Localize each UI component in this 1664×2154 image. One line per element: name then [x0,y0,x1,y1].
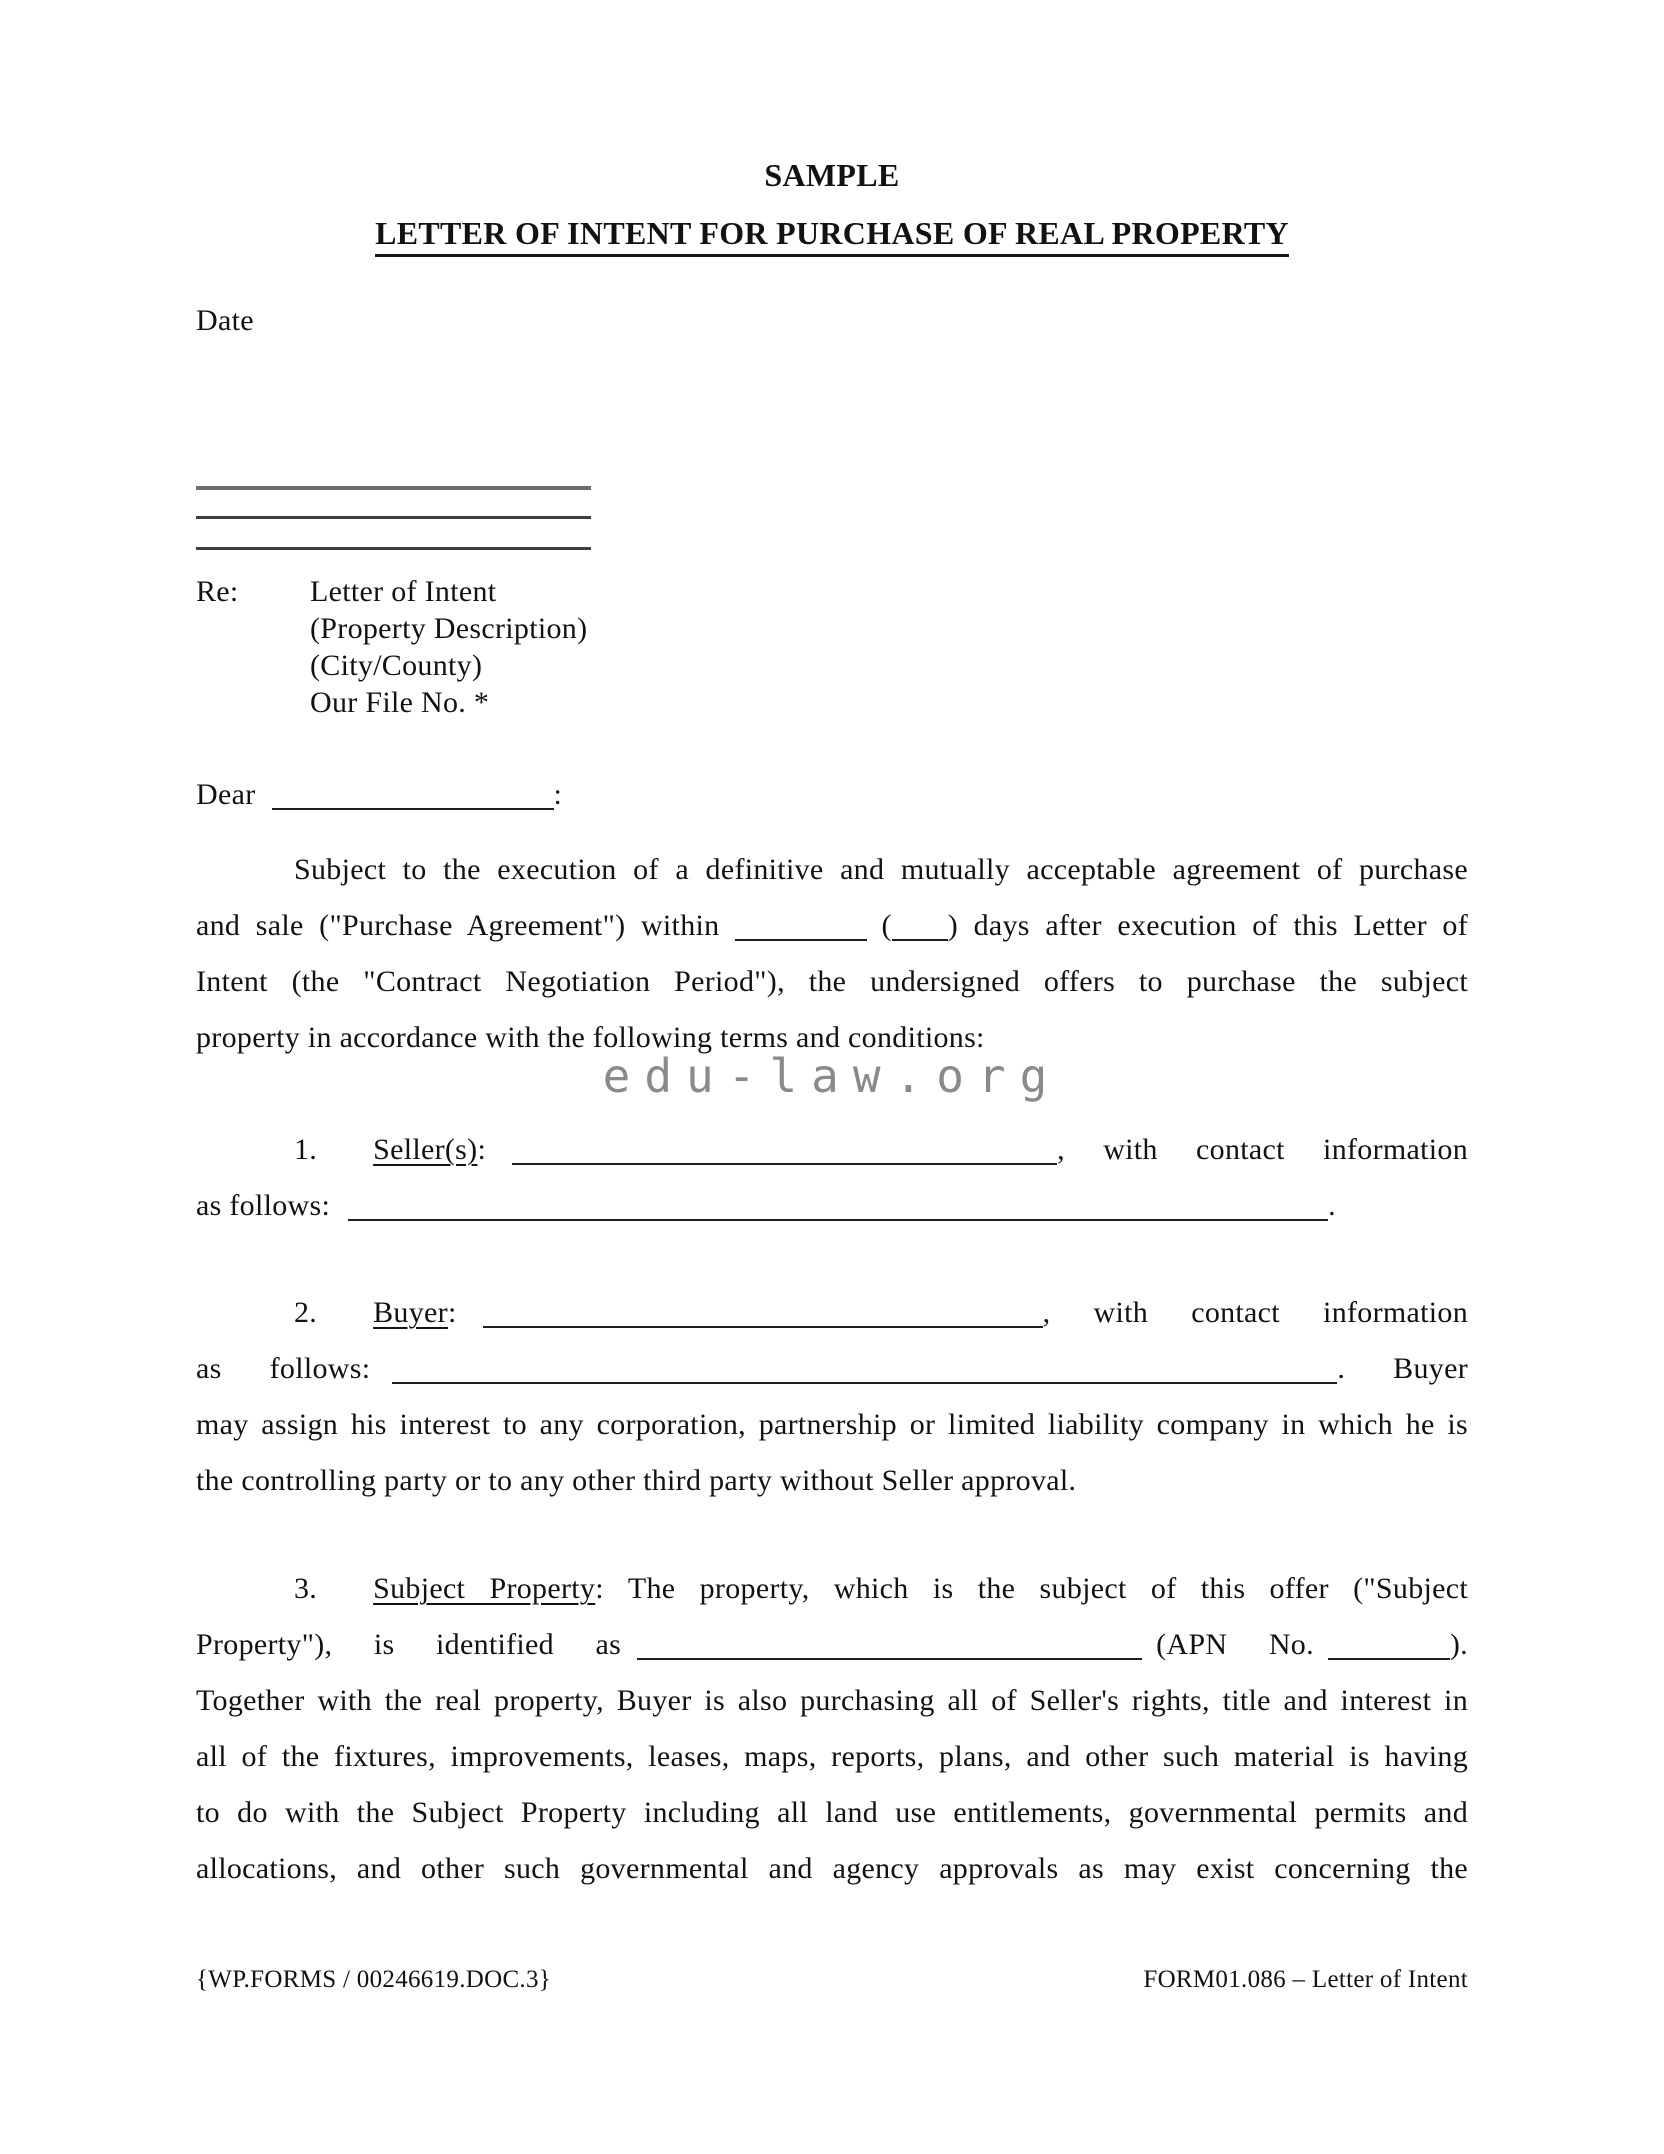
tab-spacer [621,1653,637,1654]
tab-spacer [196,878,294,879]
tab-spacer [317,1597,373,1598]
tab-spacer [719,934,735,935]
re-line: (Property Description) [310,612,588,645]
footer-form-number: FORM01.086 – Letter of Intent [1143,1966,1468,1993]
footer-file-reference: {WP.FORMS / 00246619.DOC.3} [196,1966,552,1993]
text-run: the controlling party or to any other third party without Seller approval. [196,1464,1077,1497]
text-line [196,1397,1468,1453]
text-run: : [595,1572,604,1605]
tab-spacer [486,1158,512,1159]
text-line [196,1010,1468,1066]
tab-spacer [1142,1653,1156,1654]
text-run: , with contact information [1042,1296,1468,1329]
text-run: . [1328,1189,1336,1222]
text-run: , with contact information [1057,1133,1468,1166]
blank-field [483,1318,1043,1328]
blank-field [272,800,554,810]
text-run: : [447,1296,457,1329]
tab-spacer [196,1158,294,1159]
text-line [196,1178,1468,1234]
tab-spacer [457,1321,483,1322]
text-run: The property, which is the subject of this offer ("Subject [627,1572,1468,1605]
text-run: property in accordance with the following terms and conditions: [196,1021,985,1054]
re-line: Our File No. * [310,686,490,719]
item-2-buyer [196,1285,1468,1509]
text-run: : [477,1133,487,1166]
text-run: all of the fixtures, improvements, leases, maps, reports, plans, and other such material is having [196,1740,1468,1773]
blank-field [892,931,948,941]
text-line [196,1617,1468,1673]
text-line [196,1561,1468,1617]
blank-field [1328,1650,1450,1660]
text-run: : [553,778,563,811]
text-run: allocations, and other such governmental and agency approvals as may exist concerning the [196,1852,1468,1885]
text-line [196,898,1468,954]
text-run: ( [881,909,892,942]
re-line: Letter of Intent [310,575,497,608]
text-run: may assign his interest to any corporation, partnership or limited liability company in which he is [196,1408,1468,1441]
blank-field [512,1155,1057,1165]
tab-spacer [196,1597,294,1598]
text-run: . Buyer [1337,1352,1468,1385]
tab-spacer [1314,1653,1328,1654]
tab-spacer [370,1377,392,1378]
text-line [196,842,1468,898]
page-footer [196,1965,1468,1995]
tab-spacer [317,1158,373,1159]
blank-field [735,931,867,941]
text-line [196,1122,1468,1178]
text-run: Together with the real property, Buyer is also purchasing all of Seller's rights, title and interest in [196,1684,1468,1717]
text-line [196,1785,1468,1841]
text-line [196,1453,1468,1509]
text-line [196,954,1468,1010]
text-run: as follows: [196,1352,371,1385]
re-label: Re: [196,575,239,608]
tab-spacer [256,803,272,804]
text-run: ) days after execution of this Letter of [947,909,1468,942]
text-run: Property"), is identified as [196,1628,622,1661]
text-line [196,1841,1468,1897]
text-run: ). [1449,1628,1468,1661]
blank-field [348,1211,1328,1221]
text-run: to do with the Subject Property including all land use entitlements, governmental permits and [196,1796,1468,1829]
blank-field [637,1650,1142,1660]
text-run: Intent (the "Contract Negotiation Period"), the undersigned offers to purchase the subject [196,965,1468,998]
tab-spacer [604,1597,628,1598]
text-run: 3. [294,1572,318,1605]
text-run: 1. [294,1133,318,1166]
text-line [196,1285,1468,1341]
underlined-term: Subject Property [373,1572,596,1605]
item-3-subject-property [196,1561,1468,1897]
text-run: (APN No. [1156,1628,1314,1661]
text-line [196,767,1468,823]
document-title-text: LETTER OF INTENT FOR PURCHASE OF REAL PROPERTY [375,215,1289,257]
watermark: edu-law.org [602,1049,1062,1103]
text-run: and sale ("Purchase Agreement") within [196,909,720,942]
blank-field [392,1374,1337,1384]
salutation-line [196,767,1468,823]
intro-paragraph [196,842,1468,1066]
text-run: 2. [294,1296,318,1329]
tab-spacer [330,1214,348,1215]
text-line [196,1673,1468,1729]
tab-spacer [317,1321,373,1322]
tab-spacer [196,1321,294,1322]
text-line [196,1729,1468,1785]
text-run: as follows: [196,1189,331,1222]
text-run: Subject to the execution of a definitive and mutually acceptable agreement of purchase [294,853,1468,886]
underlined-term: Buyer [373,1296,448,1329]
date-label: Date [196,304,254,337]
text-run: Dear [196,778,256,811]
tab-spacer [867,934,881,935]
re-line: (City/County) [310,649,483,682]
underlined-term: Seller(s) [373,1133,478,1166]
item-1-sellers [196,1122,1468,1234]
sample-label: SAMPLE [764,157,900,193]
text-line [196,1341,1468,1397]
